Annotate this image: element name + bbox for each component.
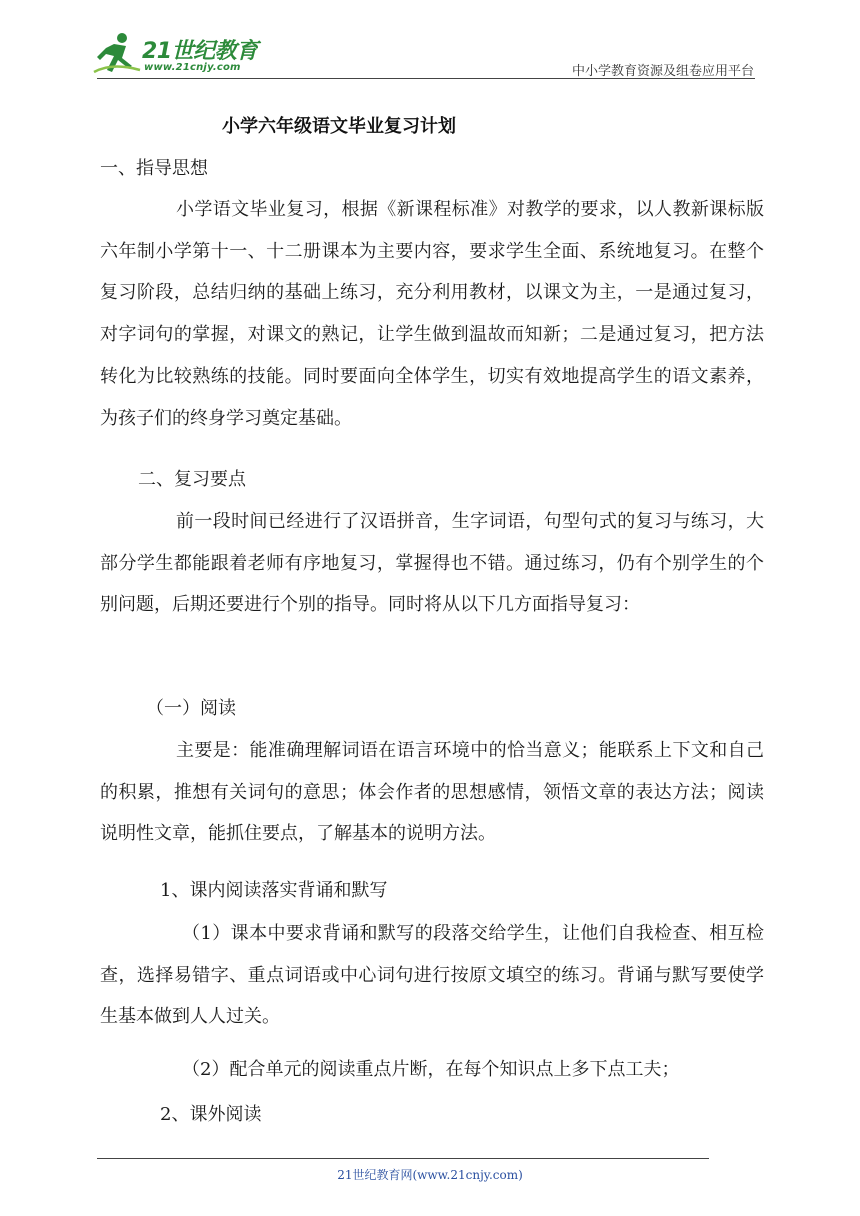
footer-link[interactable]: 21世纪教育网(www.21cnjy.com) [337, 1168, 523, 1182]
logo-wordmark: 21世纪教育 [142, 39, 258, 64]
paragraph-recite-and-dictate: （1）课本中要求背诵和默写的段落交给学生，让他们自我检查、相互检查，选择易错字、重点词语或中心词句进行按原文填空的练习。背诵与默写要使学生基本做到人人过关。 [100, 923, 764, 1028]
page-header [0, 0, 860, 90]
paragraph-reading: 主要是：能准确理解词语在语言环境中的恰当意义；能联系上下文和自己的积累，推想有关词句的意思；体会作者的思想感情，领悟文章的表达方法；阅读说明性文章，能抓住要点，了解基本的说明方法。 [100, 740, 764, 845]
subsection-heading-reading: （一）阅读 [146, 698, 236, 719]
site-logo [92, 32, 262, 80]
header-divider [97, 78, 755, 79]
logo-url: www.21cnjy.com [144, 62, 241, 73]
item-heading-in-class-reading: 1、课内阅读落实背诵和默写 [160, 880, 388, 901]
paragraph-unit-key-passages: （2）配合单元的阅读重点片断，在每个知识点上多下点工夫； [182, 1059, 680, 1080]
section-heading-review-points: 二、复习要点 [138, 469, 246, 490]
platform-name: 中小学教育资源及组卷应用平台 [571, 64, 754, 79]
section-heading-guiding-thought: 一、指导思想 [100, 158, 208, 179]
paragraph-review-points: 前一段时间已经进行了汉语拼音，生字词语，句型句式的复习与练习，大部分学生都能跟着老师有序地复习，掌握得也不错。通过练习，仍有个别学生的个别问题，后期还要进行个别的指导。同时将从以下几方面指导复习： [100, 511, 764, 616]
paragraph-guiding-thought: 小学语文毕业复习，根据《新课程标准》对教学的要求，以人教新课标版六年制小学第十一、十二册课本为主要内容，要求学生全面、系统地复习。在整个复习阶段，总结归纳的基础上练习，充分利用教材，以课文为主，一是通过复习，对字词句的掌握，对课文的熟记，让学生做到温故而知新；二是通过复习，把方法转化为比较熟练的技能。同时要面向全体学生，切实有效地提高学生的语文素养，为孩子们的终身学习奠定基础。 [100, 199, 764, 429]
footer-divider [97, 1158, 709, 1159]
runner-logo-icon [92, 32, 142, 76]
document-title: 小学六年级语文毕业复习计划 [222, 116, 456, 137]
item-heading-extracurricular-reading: 2、课外阅读 [160, 1104, 262, 1125]
